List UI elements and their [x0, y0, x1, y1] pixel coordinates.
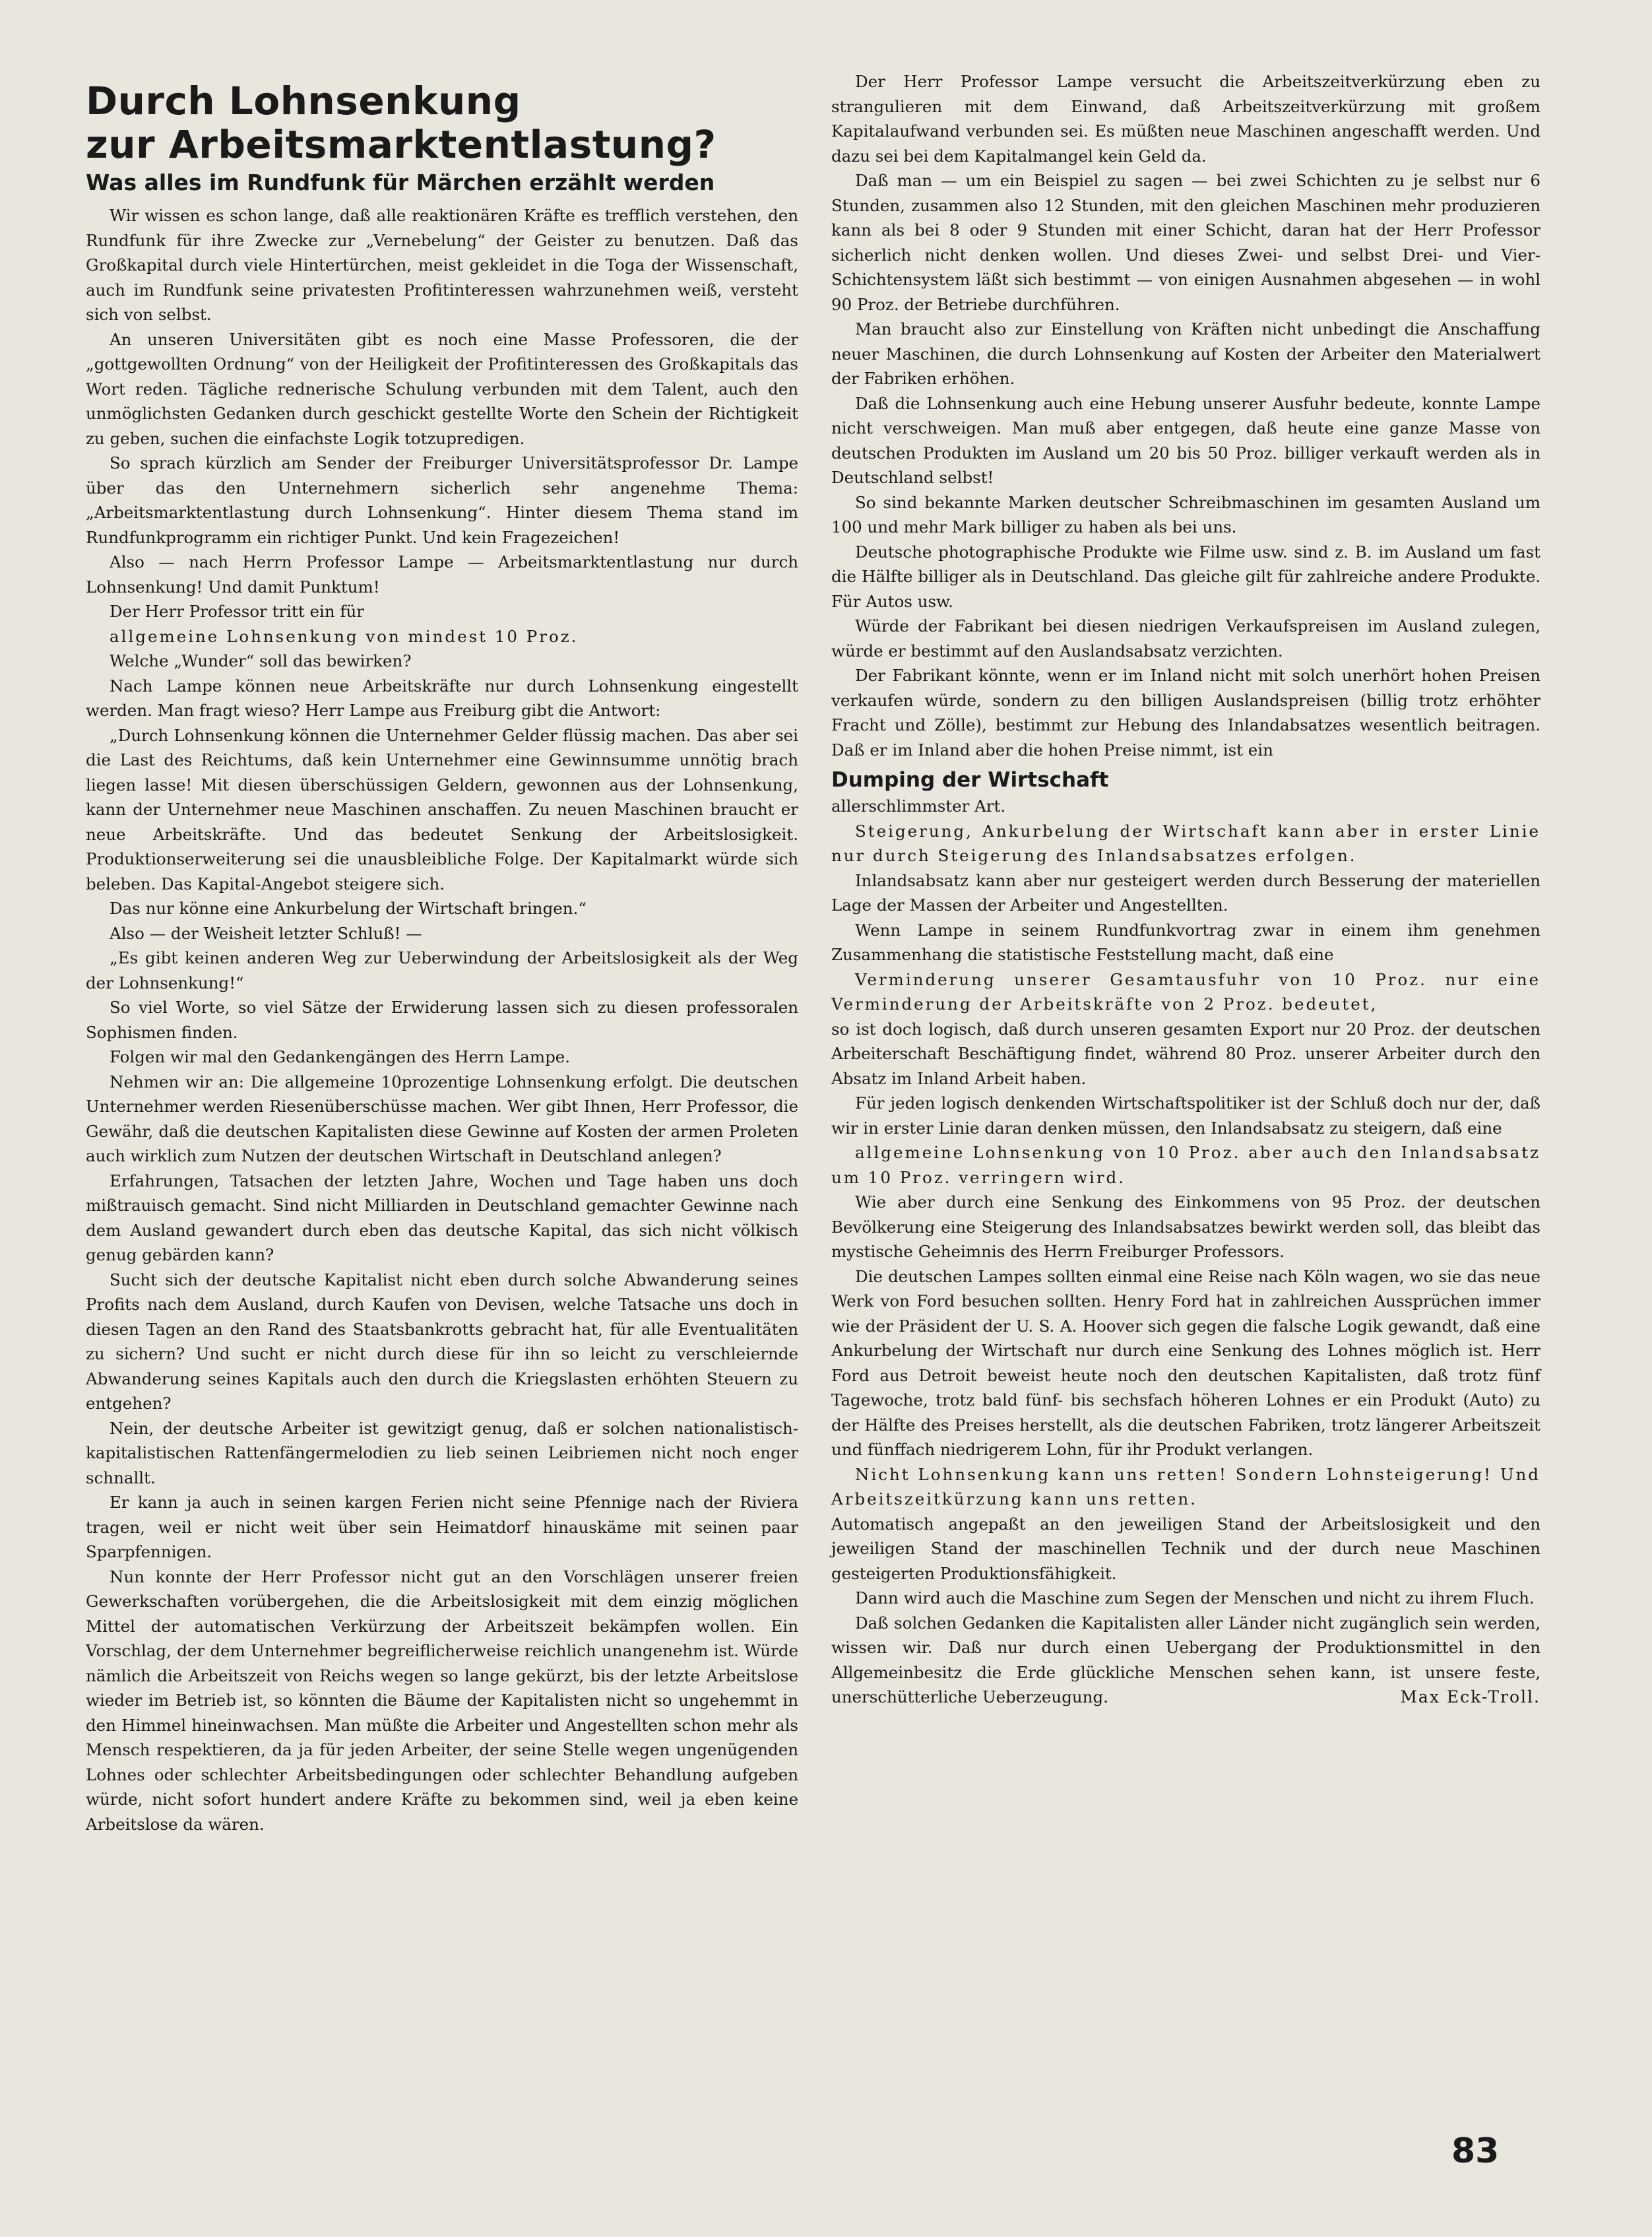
paragraph: Wie aber durch eine Senkung des Einkommens von 95 Proz. der deutschen Bevölkerung eine Steigerung des Inlandsabsatzes bewirkt werden soll, das bleibt das mystische Geheimnis des Herrn Freiburger Professors.: [831, 1192, 1541, 1261]
paragraph: Daß man — um ein Beispiel zu sagen — bei zwei Schichten zu je selbst nur 6 Stunden, zusammen also 12 Stunden, mit den gleichen Maschinen mehr produzieren kann als bei 8 oder 9 Stunden mit einer Schicht, daran hat der Herr Professor sicherlich nicht denken wollen. Und dieses Zwei- und selbst Drei- und Vier-Schichtensystem läßt sich bestimmt — von einigen Ausnahmen abgesehen — in wohl 90 Proz. der Betriebe durchführen.: [831, 171, 1541, 314]
right-column: [831, 69, 1541, 1710]
title-line-2: zur Arbeitsmarktentlastung?: [86, 122, 716, 167]
quote-paragraph: „Es gibt keinen anderen Weg zur Ueberwindung der Arbeitslosigkeit als der Weg der Lohnsenkung!“: [86, 948, 798, 992]
paragraph: Nehmen wir an: Die allgemeine 10prozentige Lohnsenkung erfolgt. Die deutschen Unternehmer werden Riesenüberschüsse machen. Wer gibt Ihnen, Herr Professor, die Gewähr, daß die deutschen Kapitalisten diese Gewinne auf Kosten der armen Proleten auch wirklich zum Nutzen der deutschen Wirtschaft in Deutschland anlegen?: [86, 1072, 798, 1165]
page-number: 83: [1451, 2131, 1500, 2171]
paragraph: allerschlimmster Art.: [831, 796, 1006, 816]
quote-paragraph: „Durch Lohnsenkung können die Unternehmer Gelder flüssig machen. Das aber sei die Last des Reichtums, daß kein Unternehmer eine Gewinnsumme unnötig brach liegen lasse! Mit diesen überschüssigen Geldern, gewonnen aus der Lohnsenkung, kann der Unternehmer neue Maschinen anschaffen. Zu neuen Maschinen braucht er neue Arbeitskräfte. Und das bedeutet Senkung der Arbeitslosigkeit. Produktionserweiterung sei die unausbleibliche Folge. Der Kapitalmarkt würde sich beleben. Das Kapital-Angebot steigere sich.: [86, 725, 798, 893]
paragraph: Er kann ja auch in seinen kargen Ferien nicht seine Pfennige nach der Riviera tragen, weil er nicht weit über sein Heimatdorf hinauskäme mit seinen paar Sparpfennigen.: [86, 1493, 798, 1561]
paragraph: Daß die Lohnsenkung auch eine Hebung unserer Ausfuhr bedeute, konnte Lampe nicht verschweigen. Man muß aber entgegen, daß heute eine ganze Masse von deutschen Produkten im Ausland um 20 bis 50 Proz. billiger verkauft werden als in Deutschland selbst!: [831, 393, 1541, 487]
title-line-1: Durch Lohnsenkung: [86, 79, 521, 123]
paragraph: Deutsche photographische Produkte wie Filme usw. sind z. B. im Ausland um fast die Hälfte billiger als in Deutschland. Das gleiche gilt für zahlreiche andere Produkte. Für Autos usw.: [831, 542, 1541, 611]
author-signature: Max Eck-Troll.: [1400, 1687, 1541, 1706]
paragraph: Nun konnte der Herr Professor nicht gut an den Vorschlägen unserer freien Gewerkschaften vorübergehen, die die Arbeitslosigkeit mit dem einzig möglichen Mittel der automatischen Verkürzung der Arbeitszeit bekämpfen wollen. Ein Vorschlag, der dem Unternehmer begreiflicherweise reichlich unangenehm ist. Würde nämlich die Arbeitszeit von Reichs wegen so lange gekürzt, bis der letzte Arbeitslose wieder im Betrieb ist, so könnten die Bäume der Kapitalisten nicht so ungehemmt in den Himmel hineinwachsen. Man müßte die Arbeiter und Angestellten schon mehr als Mensch respektieren, da ja für jeden Arbeiter, der seine Stelle wegen ungenügenden Lohnes oder schlechter Arbeitsbedingungen oder schlechter Behandlung aufgeben würde, nicht sofort hundert andere Kräfte zu bekommen sind, weil ja eben keine Arbeitslose da wären.: [86, 1567, 798, 1834]
paragraph: Folgen wir mal den Gedankengängen des Herrn Lampe.: [110, 1047, 571, 1066]
paragraph: Der Herr Professor Lampe versucht die Arbeitszeitverkürzung eben zu strangulieren mit dem Einwand, daß Arbeitszeitverkürzung mit großem Kapitalaufwand verbunden sei. Es müßten neue Maschinen angeschafft werden. Und dazu sei bei dem Kapitalmangel kein Geld da.: [831, 72, 1541, 166]
emphasized-line: Verminderung unserer Gesamtausfuhr von 10 Proz. nur eine Verminderung der Arbeitskräfte von 2 Proz. bedeutet,: [831, 969, 1541, 1014]
paragraph: Daß solchen Gedanken die Kapitalisten aller Länder nicht zugänglich sein werden, wissen wir. Daß nur durch einen Uebergang der Produktionsmittel in den Allgemeinbesitz die Erde glückliche Menschen sehen kann, ist unsere feste, unerschütterliche Ueberzeugung.: [831, 1613, 1541, 1706]
paragraph: Man braucht also zur Einstellung von Kräften nicht unbedingt die Anschaffung neuer Maschinen, die durch Lohnsenkung auf Kosten der Arbeiter den Materialwert der Fabriken erhöhen.: [831, 319, 1541, 388]
paragraph: So viel Worte, so viel Sätze der Erwiderung lassen sich zu diesen professoralen Sophismen finden.: [86, 998, 798, 1042]
paragraph: Erfahrungen, Tatsachen der letzten Jahre, Wochen und Tage haben uns doch mißtrauisch gemacht. Sind nicht Milliarden in Deutschland gemachter Gewinne nach dem Ausland gewandert durch eben das deutsche Kapital, das sich nicht völkisch genug gebärden kann?: [86, 1171, 798, 1264]
paragraph: Inlandsabsatz kann aber nur gesteigert werden durch Besserung der materiellen Lage der Massen der Arbeiter und Angestellten.: [831, 870, 1541, 915]
section-heading: Dumping der Wirtschaft: [831, 768, 1109, 792]
paragraph: Wenn Lampe in seinem Rundfunkvortrag zwar in einem ihm genehmen Zusammenhang die statistische Feststellung macht, daß eine: [831, 920, 1541, 964]
paragraph: Wir wissen es schon lange, daß alle reaktionären Kräfte es trefflich verstehen, den Rundfunk für ihre Zwecke zur „Vernebelung“ der Geister zu benutzen. Daß das Großkapital durch viele Hintertürchen, meist gekleidet in die Toga der Wissenschaft, auch im Rundfunk seine privatesten Profitinteressen wahrzunehmen weiß, versteht sich von selbst.: [86, 206, 798, 324]
paragraph: Nein, der deutsche Arbeiter ist gewitzigt genug, daß er solchen nationalistisch-kapitalistischen Rattenfängermelodien zu lieb seinen Leibriemen nicht noch enger schnallt.: [86, 1418, 798, 1487]
paragraph: So sind bekannte Marken deutscher Schreibmaschinen im gesamten Ausland um 100 und mehr Mark billiger zu haben als bei uns.: [831, 492, 1541, 536]
paragraph: Also — nach Herrn Professor Lampe — Arbeitsmarktentlastung nur durch Lohnsenkung! Und damit Punktum!: [86, 552, 798, 597]
paragraph: so ist doch logisch, daß durch unseren gesamten Export nur 20 Proz. der deutschen Arbeiterschaft Beschäftigung findet, während 80 Proz. unserer Arbeiter durch den Absatz im Inland Arbeit haben.: [831, 1019, 1541, 1088]
emphasized-line: allgemeine Lohnsenkung von mindest 10 Proz.: [110, 626, 579, 646]
paragraph: Also — der Weisheit letzter Schluß! —: [110, 923, 422, 943]
paragraph: So sprach kürzlich am Sender der Freiburger Universitätsprofessor Dr. Lampe über das den Unternehmern sicherlich sehr angenehme Thema: „Arbeitsmarktentlastung durch Lohnsenkung“. Hinter diesem Thema stand im Rundfunkprogramm ein richtiger Punkt. Und kein Fragezeichen!: [86, 453, 798, 547]
article-subtitle: Was alles im Rundfunk für Märchen erzählt werden: [86, 170, 715, 195]
emphasized-line: Nicht Lohnsenkung kann uns retten! Sondern Lohnsteigerung! Und Arbeitszeitkürzung kann uns retten.: [831, 1464, 1541, 1508]
paragraph: Welche „Wunder“ soll das bewirken?: [110, 651, 412, 670]
paragraph: Der Herr Professor tritt ein für: [110, 602, 364, 621]
paragraph: Die deutschen Lampes sollten einmal eine Reise nach Köln wagen, wo sie das neue Werk von Ford besuchen sollten. Henry Ford hat in zahlreichen Aussprüchen immer wie der Präsident der U. S. A. Hoover sich gegen die falsche Logik gewandt, daß eine Ankurbelung der Wirtschaft nur durch eine Senkung des Lohnes möglich ist. Herr Ford aus Detroit beweist heute noch den deutschen Kapitalisten, daß trotz fünf Tagewoche, trotz bald fünf- bis sechsfach höheren Lohnes er ein Produkt (Auto) zu der Hälfte des Preises herstellt, als die deutschen Fabriken, trotz längerer Arbeitszeit und fünffach niedrigerem Lohn, für ihr Produkt verlangen.: [831, 1266, 1541, 1459]
paragraph: Der Fabrikant könnte, wenn er im Inland nicht mit solch unerhört hohen Preisen verkaufen würde, sondern zu den billigen Auslandspreisen (billig trotz erhöhter Fracht und Zölle), bestimmt zur Hebung des Inlandabsatzes wesentlich beitragen. Daß er im Inland aber die hohen Preise nimmt, ist ein: [831, 666, 1541, 760]
article-title: [86, 79, 798, 166]
emphasized-line: Steigerung, Ankurbelung der Wirtschaft kann aber in erster Linie nur durch Steigerung des Inlandsabsatzes erfolgen.: [831, 821, 1541, 865]
paragraph: Automatisch angepaßt an den jeweiligen Stand der Arbeitslosigkeit und den jeweiligen Stand der maschinellen Technik und der durch neue Maschinen gesteigerten Produktionsfähigkeit.: [831, 1514, 1541, 1583]
left-column: [86, 66, 798, 1836]
paragraph: Nach Lampe können neue Arbeitskräfte nur durch Lohnsenkung eingestellt werden. Man fragt wieso? Herr Lampe aus Freiburg gibt die Antwort:: [86, 676, 798, 720]
emphasized-line: allgemeine Lohnsenkung von 10 Proz. aber auch den Inlandsabsatz um 10 Proz. verringern wird.: [831, 1143, 1541, 1187]
paragraph: Dann wird auch die Maschine zum Segen der Menschen und nicht zu ihrem Fluch.: [855, 1588, 1535, 1607]
paragraph: Sucht sich der deutsche Kapitalist nicht eben durch solche Abwanderung seines Profits nach dem Ausland, durch Kaufen von Devisen, welche Tatsache uns doch in diesen Tagen an den Rand des Staatsbankrotts gebracht hat, für alle Eventualitäten zu sichern? Und sucht er nicht durch diese für ihn so leicht zu verschleiernde Abwanderung seines Kapitals auch den durch die Kriegslasten erhöhten Steuern zu entgehen?: [86, 1270, 798, 1413]
paragraph: Das nur könne eine Ankurbelung der Wirtschaft bringen.“: [110, 899, 587, 918]
paragraph: An unseren Universitäten gibt es noch eine Masse Professoren, die der „gottgewollten Ordnung“ von der Heiligkeit der Profitinteressen des Großkapitals das Wort reden. Tägliche rednerische Schulung verbunden mit dem Talent, auch den unmöglichsten Gedanken durch geschickt gestellte Worte den Schein der Richtigkeit zu geben, suchen die einfachste Logik totzupredigen.: [86, 329, 798, 448]
paragraph: Für jeden logisch denkenden Wirtschaftspolitiker ist der Schluß doch nur der, daß wir in erster Linie daran denken müssen, den Inlandsabsatz zu steigern, daß eine: [831, 1093, 1541, 1138]
paragraph: Würde der Fabrikant bei diesen niedrigen Verkaufspreisen im Ausland zulegen, würde er bestimmt auf den Auslandsabsatz verzichten.: [831, 616, 1541, 661]
